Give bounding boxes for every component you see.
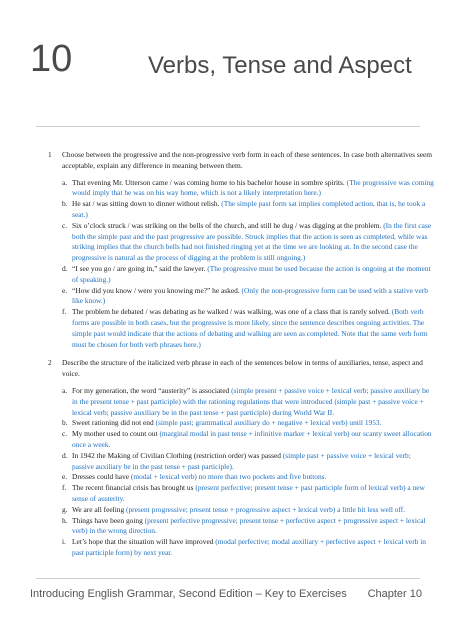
item-body	[72, 199, 434, 221]
page-footer	[30, 588, 422, 600]
item-body	[72, 264, 434, 286]
chapter-number: 10	[30, 38, 73, 80]
item-letter: i.	[62, 537, 66, 547]
question-number: 2	[48, 358, 52, 368]
item-sentence: Sweet rationing did not end	[72, 418, 154, 428]
bottom-divider	[36, 578, 420, 579]
item-letter: a.	[62, 177, 68, 187]
item-answer: (present perfective progressive; present tense + perfective aspect + progressive aspect + lexical verb) in the wrong direction.	[72, 515, 426, 536]
item-body	[72, 472, 434, 483]
answer-item	[62, 264, 434, 286]
item-body	[72, 537, 434, 559]
chapter-header	[0, 0, 452, 100]
answer-item	[62, 221, 434, 264]
answer-item	[62, 451, 434, 473]
item-answer: (present perfective; present tense + past participle form of lexical verb) a new sense of austerity.	[72, 483, 425, 503]
footer-chapter: Chapter 10	[367, 588, 422, 600]
item-answer: (The progressive was coming would imply that he was on his way home, which is not a likely interpretation here.)	[72, 177, 434, 198]
answer-item	[62, 307, 434, 350]
question-instruction: Describe the structure of the italicized verb phrase in each of the sentences below in terms of auxiliaries, tense, aspect and voice.	[62, 358, 423, 379]
answer-item	[62, 286, 434, 308]
item-answer: (simple past; grammatical auxiliary do + negative + lexical verb) until 1953.	[155, 418, 382, 428]
answer-item	[62, 472, 434, 483]
item-answer: (In the first case both the simple past and the past progressive are possible. Struck implies that the action is seen as completed, while was striking implies that the church bells had not finished ringing yet at the time we are looking at. In the second case the progressive is natural as the process of digging at the problem is still ongoing.)	[72, 220, 431, 263]
item-sentence: Dresses could have	[72, 472, 130, 482]
item-body	[72, 286, 434, 308]
question-2-items	[62, 386, 434, 559]
item-sentence: The recent financial crisis has brought us	[72, 483, 194, 493]
item-sentence: That evening Mr. Utterson came / was coming home to his bachelor house in sombre spirits.	[72, 177, 345, 187]
answer-item	[62, 537, 434, 559]
item-body	[72, 418, 434, 429]
item-letter: f.	[62, 307, 67, 317]
question-2	[48, 358, 434, 380]
item-body	[72, 307, 434, 350]
item-sentence: In 1942 the Making of Civilian Clothing (restriction order) was passed	[72, 450, 281, 460]
item-sentence: Let’s hope that the situation will have improved	[72, 537, 214, 547]
item-sentence: My mother used to count out	[72, 429, 158, 439]
item-sentence: He sat / was sitting down to dinner without relish.	[72, 199, 220, 209]
item-letter: c.	[62, 220, 68, 230]
item-sentence: Things have been going	[72, 515, 143, 525]
item-body	[72, 178, 434, 200]
question-instruction: Choose between the progressive and the non-progressive verb form in each of these sentences. In case both alternatives seem acceptable, explain any difference in meaning between them.	[62, 150, 433, 170]
item-sentence: Six o’clock struck / was striking on the bells of the church, and still he dug / was digging at the problem.	[72, 220, 382, 230]
item-body	[72, 386, 434, 418]
item-answer: (The progressive must be used because the action is ongoing at the moment of speaking.)	[72, 263, 431, 284]
answer-item	[62, 505, 434, 516]
item-letter: c.	[62, 429, 68, 439]
answer-item	[62, 429, 434, 451]
item-letter: d.	[62, 450, 68, 460]
answer-item	[62, 178, 434, 200]
item-body	[72, 505, 434, 516]
item-sentence: “How did you know / were you knowing me?” he asked.	[72, 285, 240, 295]
item-answer: (marginal modal in past tense + infinitive marker + lexical verb) our scanty sweet allocation once a week.	[72, 429, 432, 449]
item-letter: f.	[62, 483, 67, 493]
item-letter: a.	[62, 385, 68, 395]
item-body	[72, 483, 434, 505]
item-sentence: The problem he debated / was debating as he walked / was walking, was one of a class that is rarely solved.	[72, 307, 390, 317]
item-letter: g.	[62, 504, 68, 514]
item-answer: (simple past + passive voice + lexical verb; passive auxiliary be in the past tense + past participle).	[72, 450, 411, 471]
item-answer: (present progressive; present tense + progressive aspect + lexical verb) a little bit less well off.	[126, 504, 406, 514]
answer-item	[62, 516, 434, 538]
top-divider	[36, 126, 420, 127]
item-answer: (modal + lexical verb) no more than two pockets and five buttons.	[130, 472, 327, 482]
chapter-title: Verbs, Tense and Aspect	[148, 52, 412, 79]
answer-item	[62, 483, 434, 505]
item-letter: e.	[62, 285, 68, 295]
answer-item	[62, 386, 434, 418]
item-letter: d.	[62, 263, 68, 273]
question-1	[48, 150, 434, 172]
question-1-items	[62, 178, 434, 351]
item-body	[72, 221, 434, 264]
item-answer: (Both verb forms are possible in both cases, but the progressive is more likely, since the sentence describes ongoing activities. The simple past would indicate that the actions of debating and walking are seen as completed. Note that the same verb form must be chosen for both verb phrases here.)	[72, 307, 428, 349]
item-answer: (The simple past form sat implies completed action, that is, he took a seat.)	[72, 199, 426, 219]
item-sentence: For my generation, the word “austerity” is associated	[72, 385, 230, 395]
item-body	[72, 451, 434, 473]
item-answer: (Only the non-progressive form can be used with a stative verb like know.)	[72, 285, 428, 306]
item-body	[72, 516, 434, 538]
exercise-content	[48, 150, 434, 567]
footer-book-title: Introducing English Grammar, Second Edition – Key to Exercises	[30, 588, 347, 600]
answer-item	[62, 199, 434, 221]
item-body	[72, 429, 434, 451]
item-sentence: We are all feeling	[72, 504, 125, 514]
item-answer: (simple present + passive voice + lexical verb; passive auxiliary be in the present tense + past participle) with the rationing regulations that were introduced (simple past + passive voice + lexical verb; passive auxiliary be in the past tense + past participle) during World War II.	[72, 385, 430, 417]
item-letter: h.	[62, 515, 68, 525]
item-sentence: “I see you go / are going in,” said the lawyer.	[72, 263, 206, 273]
question-number: 1	[48, 150, 52, 159]
item-letter: e.	[62, 472, 68, 482]
item-letter: b.	[62, 199, 68, 209]
item-answer: (modal perfective; modal auxiliary + perfective aspect + lexical verb in past participle form) by next year.	[72, 537, 426, 557]
item-letter: b.	[62, 418, 68, 428]
answer-item	[62, 418, 434, 429]
